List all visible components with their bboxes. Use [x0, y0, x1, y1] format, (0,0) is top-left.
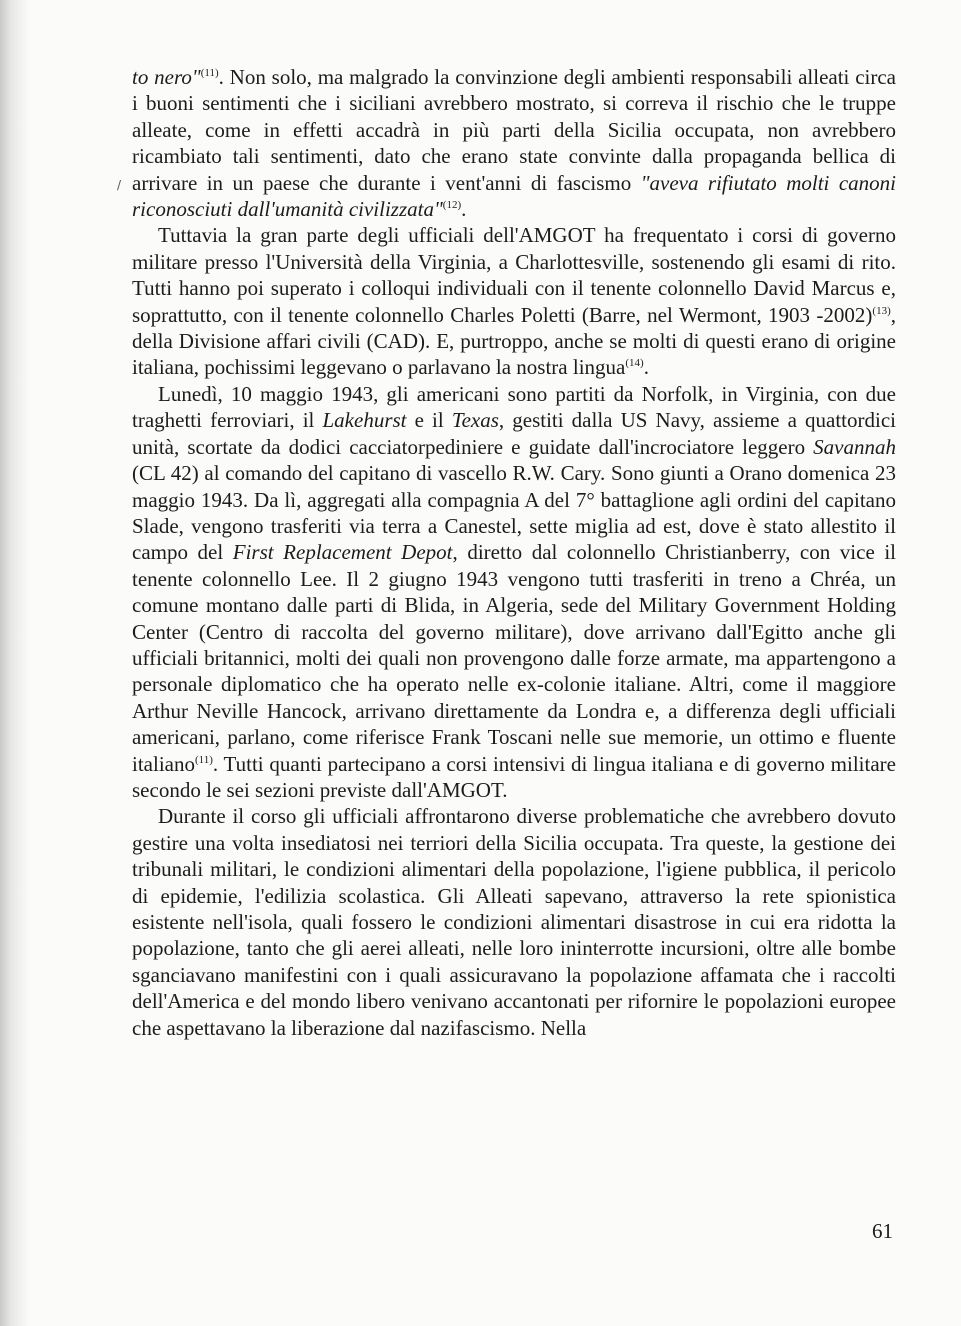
- footnote-ref: (14): [625, 357, 644, 370]
- text-run: , della Divisione affari civili (CAD). E, purtroppo, anche se molti di questi erano di origine italiana, pochissimi leggevano o parlavano la nostra lingua: [132, 302, 896, 380]
- footnote-ref: (13): [872, 304, 891, 317]
- paragraph: [132, 381, 896, 804]
- footnote-ref: (11): [194, 753, 213, 766]
- paragraph: [132, 803, 896, 1041]
- text-run: . Tutti quanti partecipano a corsi intensivi di lingua italiana e di governo militare secondo le sei sezioni previste dall'AMGOT.: [132, 751, 896, 802]
- italic-run: First Replacement Depot: [232, 540, 453, 565]
- text-run: . Non solo, ma malgrado la convinzione degli ambienti responsabili alleati circa i buoni sentimenti che i siciliani avrebbero mostrato, si correva il rischio che le truppe alleate, come in effetti accadrà in più parti della Sicilia occupata, non avrebbero ricambiato tali sentimenti, dato che erano state convinte dalla propaganda bellica di arrivare in un paese che durante i vent'anni di fascismo: [132, 65, 896, 195]
- italic-run: Texas: [451, 408, 499, 433]
- binding-gutter-shadow: [0, 0, 30, 1326]
- text-run: , diretto dal colonnello Christianberry, con vice il tenente colonnello Lee. Il 2 giugno 1943 vengono tutti trasferiti in treno a Chréa, un comune montano dalle parti di Blida, in Algeria, sede del Military Government Holding Center (Centro di raccolta del governo militare), dove arrivano dall'Egitto anche gli ufficiali britannici, molti dei quali non provengono dalle forze armate, ma appartengono a personale diplomatico che ha operato nelle ex-colonie italiane. Altri, come il maggiore Arthur Neville Hancock, arrivano direttamente da Londra e, a differenza degli ufficiali americani, parlano, come riferisce Frank Toscani nelle sue memorie, un ottimo e fluente italiano: [132, 540, 896, 776]
- footnote-ref: (12): [442, 199, 462, 212]
- page-number: 61: [872, 1219, 893, 1243]
- italic-run: to nero": [132, 65, 201, 89]
- text-run: , gestiti dalla US Navy, assieme a quattordici unità, scortate da dodici cacciatorpediniere e guidate dall'incrociatore leggero: [132, 408, 896, 459]
- text-run: (CL 42) al comando del capitano di vascello R.W. Cary. Sono giunti a Orano domenica 23 maggio 1943. Da lì, aggregati alla compagnia A del 7° battaglione agli ordini del capitano Slade, vengono trasferiti via terra a Canestel, sette miglia ad est, dove è stato allestito il campo del: [132, 461, 896, 565]
- footnote-ref: (11): [200, 67, 219, 79]
- paragraph: [132, 64, 896, 222]
- text-run: Durante il corso gli ufficiali affrontarono diverse problematiche che avrebbero dovuto gestire una volta insediatosi nei terriori della Sicilia occupata. Tra queste, la gestione dei tribunali militari, le condizioni alimentari della popolazione, l'igiene pubblica, il pericolo di epidemie, l'edilizia scolastica. Gli Alleati sapevano, attraverso la rete spionistica esistente nell'isola, quali fossero le condizioni alimentari disastrose in cui era ridotta la popolazione, tanto che gli aerei alleati, nelle loro ininterrotte incursioni, oltre alle bombe sganciavano manifestini con i quali assicuravano la popolazione affamata che i raccolti dell'America e del mondo libero venivano accantonati per rifornire le popolazioni europee che aspettavano la liberazione dal nazifascismo. Nella: [132, 804, 896, 1040]
- text-run: .: [643, 355, 649, 380]
- italic-run: "aveva rifiutato molti canoni riconosciuti dall'umanità civilizzata": [132, 170, 896, 222]
- italic-run: Lakehurst: [322, 408, 407, 433]
- italic-run: Savannah: [813, 434, 896, 459]
- margin-pencil-mark: /: [117, 178, 122, 192]
- text-run: Lunedì, 10 maggio 1943, gli americani sono partiti da Norfolk, in Virginia, con due traghetti ferroviari, il: [132, 381, 896, 433]
- text-run: Tuttavia la gran parte degli ufficiali dell'AMGOT ha frequentato i corsi di governo militare presso l'Università della Virginia, a Charlottesville, sostenendo gli esami di rito. Tutti hanno poi superato i colloqui individuali con il tenente colonnello David Marcus e, soprattutto, con il tenente colonnello Charles Poletti (Barre, nel Wermont, 1903 -2002): [132, 223, 896, 327]
- text-run: e il: [406, 408, 452, 433]
- body-text: [132, 64, 896, 1041]
- paragraph: [132, 222, 896, 380]
- text-run: .: [461, 197, 467, 222]
